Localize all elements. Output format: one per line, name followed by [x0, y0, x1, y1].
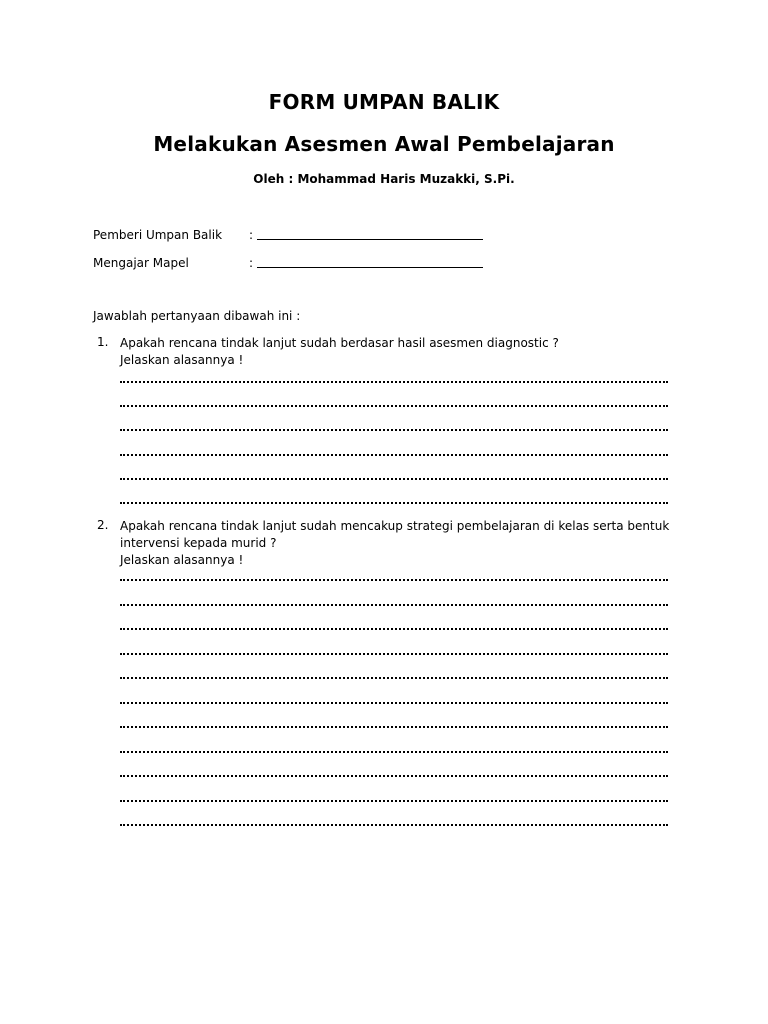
form-title: FORM UMPAN BALIK	[268, 90, 500, 114]
question-1-answer-line[interactable]	[120, 478, 668, 480]
question-2-answer-line[interactable]	[120, 579, 668, 581]
subject-blank[interactable]	[257, 267, 483, 268]
question-1-answer-line[interactable]	[120, 381, 668, 383]
feedback-giver-label: Pemberi Umpan Balik	[93, 228, 223, 242]
feedback-giver-blank[interactable]	[257, 239, 483, 240]
question-2-answer-line[interactable]	[120, 775, 668, 777]
question-1-answer-line[interactable]	[120, 502, 668, 504]
question-2-number: 2.	[97, 518, 109, 532]
question-1-answer-line[interactable]	[120, 454, 668, 456]
feedback-giver-colon: :	[249, 228, 254, 242]
question-2-answer-line[interactable]	[120, 702, 668, 704]
question-1-number: 1.	[97, 335, 109, 349]
form-author: Oleh : Mohammad Haris Muzakki, S.Pi.	[253, 172, 515, 186]
instruction-text: Jawablah pertanyaan dibawah ini :	[93, 309, 301, 323]
question-1-answer-line[interactable]	[120, 429, 668, 431]
subject-label: Mengajar Mapel	[93, 256, 189, 270]
question-2-answer-line[interactable]	[120, 751, 668, 753]
question-2-prompt: Jelaskan alasannya !	[120, 553, 244, 567]
question-2-answer-line[interactable]	[120, 726, 668, 728]
question-2-answer-line[interactable]	[120, 800, 668, 802]
question-1-text: Apakah rencana tindak lanjut sudah berdasar hasil asesmen diagnostic ?	[120, 336, 559, 350]
question-1-answer-line[interactable]	[120, 405, 668, 407]
form-subtitle: Melakukan Asesmen Awal Pembelajaran	[153, 132, 615, 156]
question-2-answer-line[interactable]	[120, 824, 668, 826]
question-2-answer-line[interactable]	[120, 604, 668, 606]
question-2-answer-line[interactable]	[120, 677, 668, 679]
question-1-prompt: Jelaskan alasannya !	[120, 353, 244, 367]
question-2-text: Apakah rencana tindak lanjut sudah mencakup strategi pembelajaran di kelas serta bentuk intervensi kepada murid ?	[120, 519, 670, 550]
question-2-answer-line[interactable]	[120, 653, 668, 655]
subject-colon: :	[249, 256, 254, 270]
question-2-answer-line[interactable]	[120, 628, 668, 630]
